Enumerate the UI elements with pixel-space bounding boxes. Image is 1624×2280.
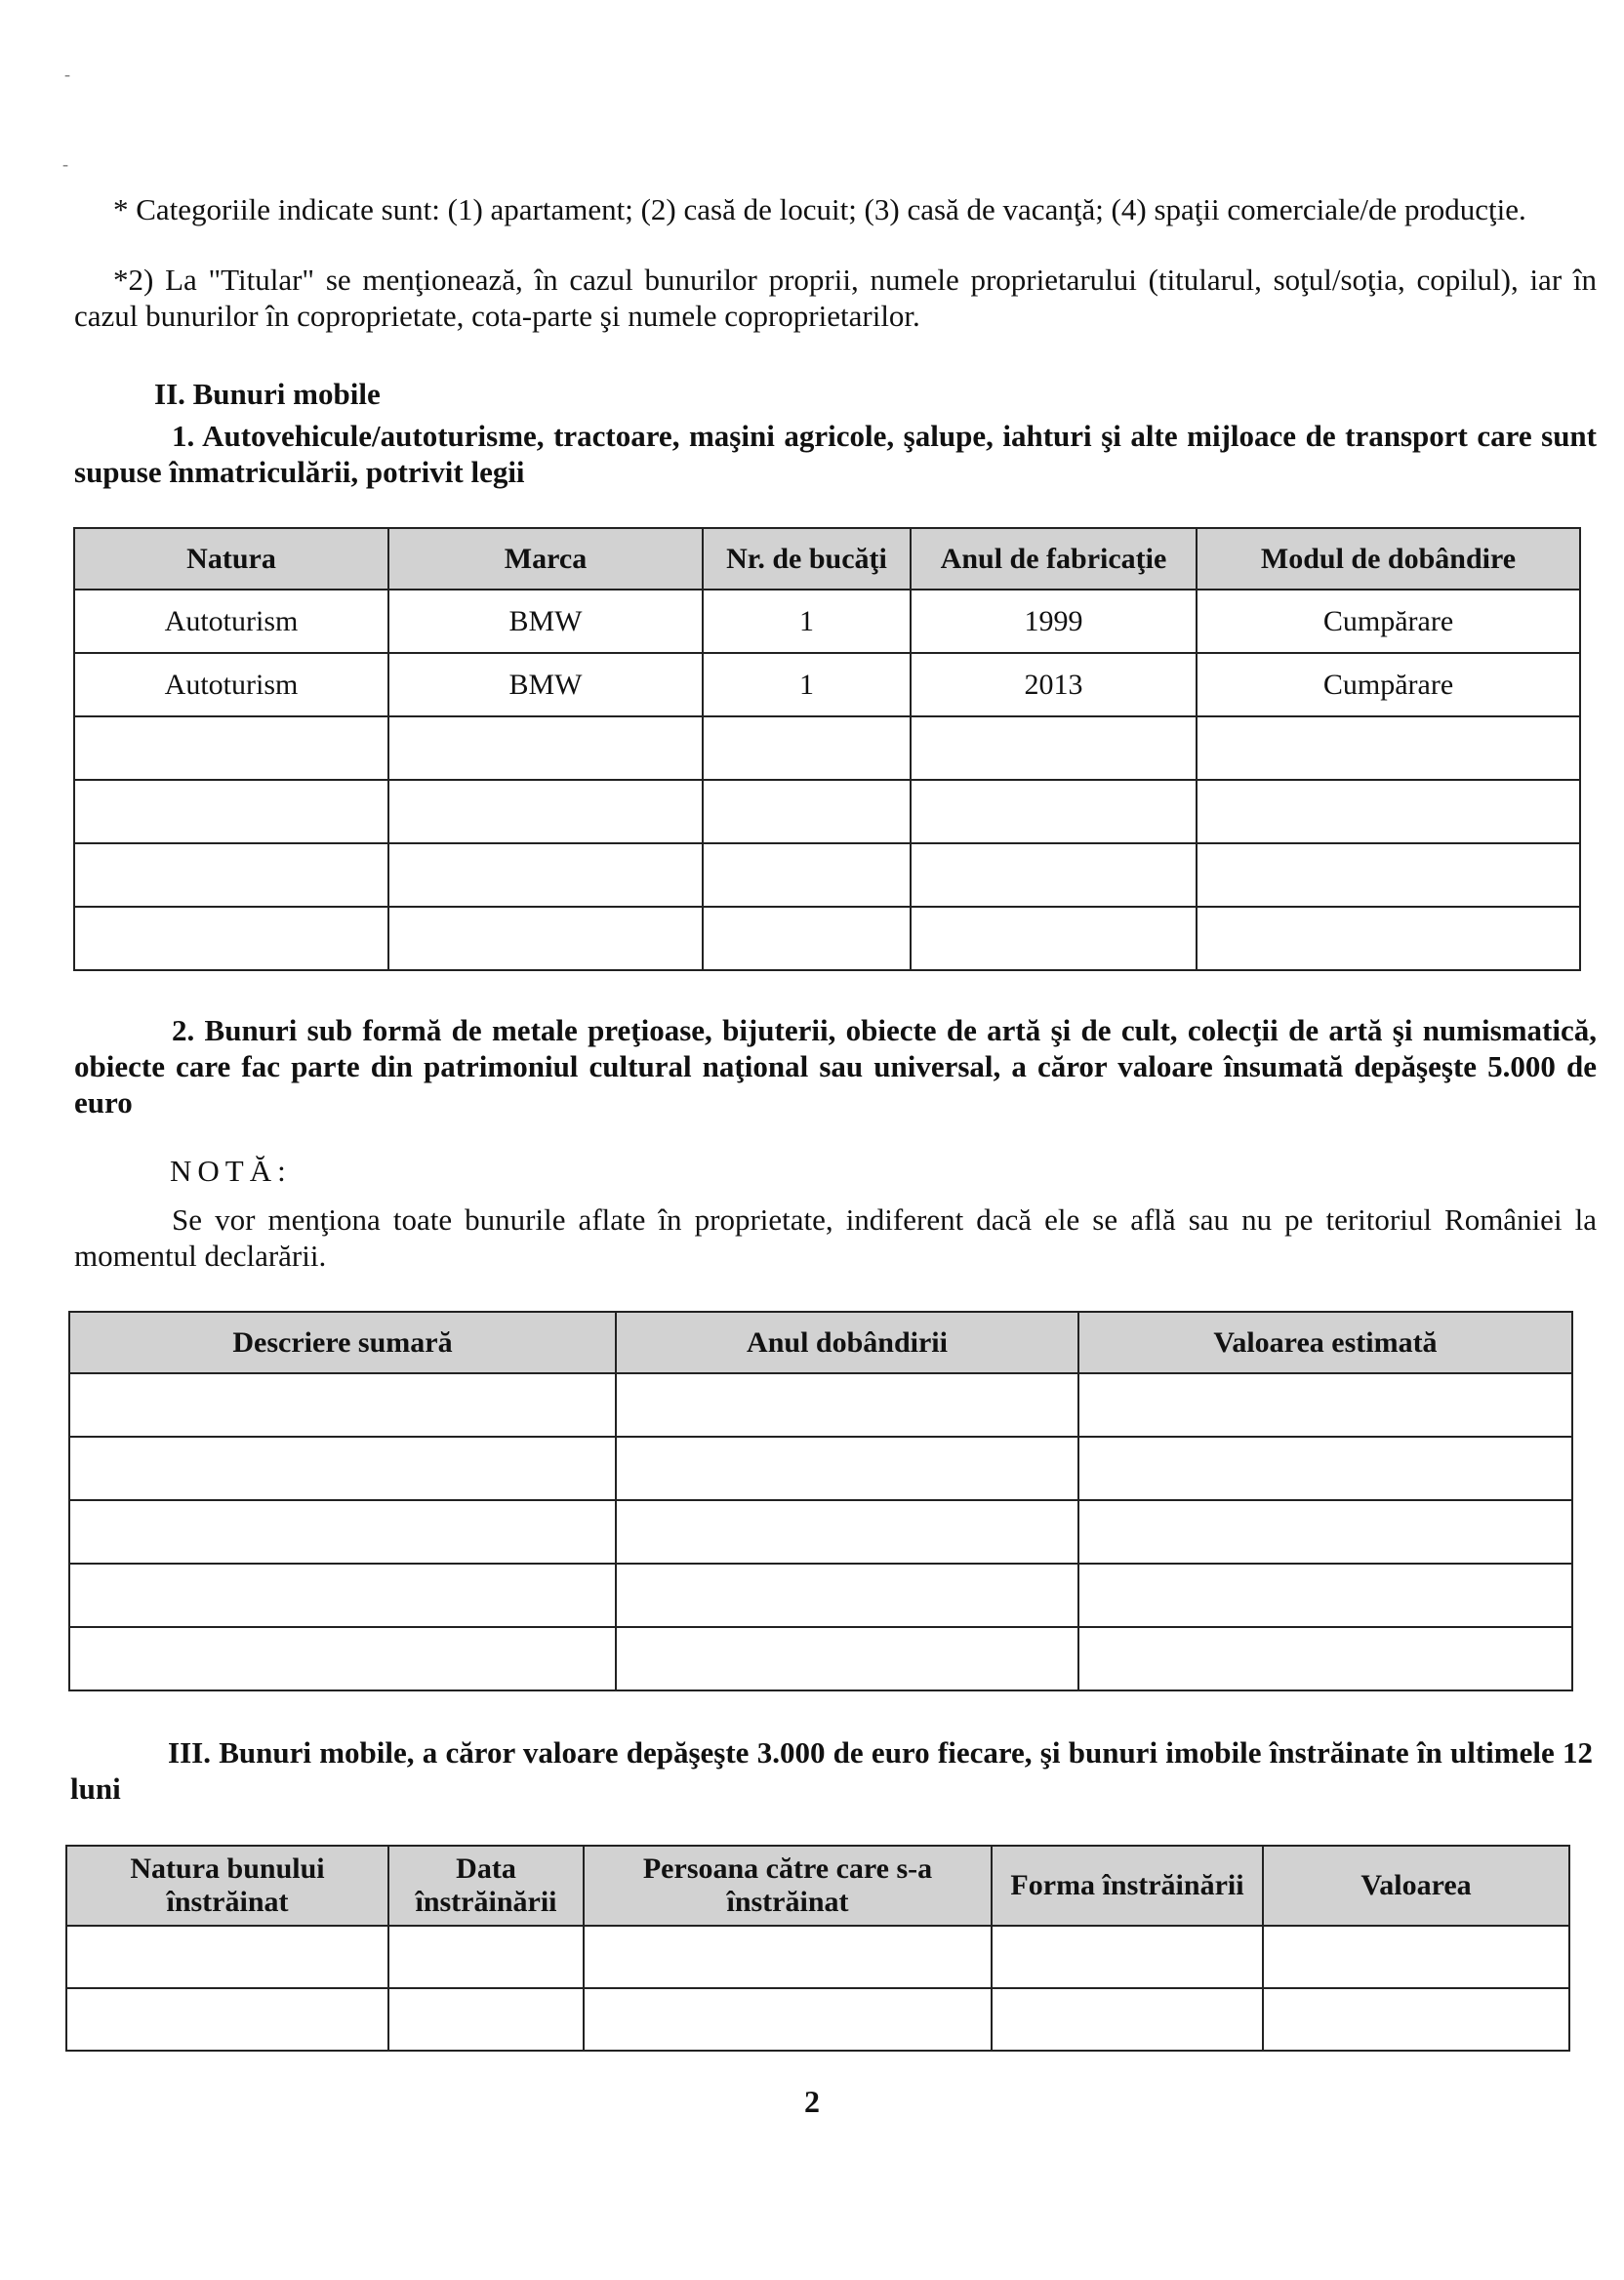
vehicles-header-marca: Marca [388,528,703,590]
table-row [66,1926,1569,1988]
table-cell: 2013 [911,653,1197,716]
table-cell [69,1564,616,1627]
table-cell [616,1500,1078,1564]
table-cell [992,1926,1263,1988]
table-cell [703,907,911,970]
table-cell: BMW [388,590,703,653]
table-cell [74,716,388,780]
table-cell [1078,1437,1572,1500]
stray-mark-second: - [62,154,68,174]
table-cell [1263,1926,1569,1988]
table-cell: 1 [703,590,911,653]
table-cell [616,1373,1078,1437]
table-cell [66,1926,388,1988]
table-cell [911,843,1197,907]
page-number: 2 [804,2084,820,2119]
table-cell [616,1627,1078,1690]
table-cell [1197,780,1580,843]
footnote-categories: * Categoriile indicate sunt: (1) apartament; (2) casă de locuit; (3) casă de vacanţă; (4) spaţii comerciale/de producţie. [113,192,1526,226]
table-cell [703,716,911,780]
table-cell: BMW [388,653,703,716]
table-cell [1197,843,1580,907]
table-cell [69,1627,616,1690]
table-row [74,716,1580,780]
table-cell: Cumpărare [1197,590,1580,653]
table-cell [1197,716,1580,780]
table-cell [703,780,911,843]
table-cell [388,1926,584,1988]
alienated-header-person: Persoana către care s-a înstrăinat [584,1846,992,1926]
nota-title: NOTĂ: [170,1154,292,1188]
table-cell [74,843,388,907]
table-cell [703,843,911,907]
section-2-title: II. Bunuri mobile [154,377,381,411]
table-cell [1197,907,1580,970]
vehicles-header-acquisition: Modul de dobândire [1197,528,1580,590]
vehicles-header-natura: Natura [74,528,388,590]
footnote-titular: *2) La "Titular" se menţionează, în cazul bunurilor proprii, numele proprietarului (titularul, soţul/soţia, copilul), iar în cazul bunurilor în coproprietate, cota-parte şi numele coproprietarilor. [74,263,1597,333]
table-cell [584,1988,992,2051]
table-cell: Autoturism [74,653,388,716]
table-cell [74,907,388,970]
table-row [74,780,1580,843]
table-cell [69,1437,616,1500]
table-cell [388,780,703,843]
table-cell: 1999 [911,590,1197,653]
vehicles-header-year: Anul de fabricaţie [911,528,1197,590]
subsection-2-title: 2. Bunuri sub formă de metale preţioase, bijuterii, obiecte de artă şi de cult, colecţii de artă şi numismatică, obiecte care fac parte din patrimoniul cultural naţional sau universal, a căror valoare însumată depăşeşte 5.000 de euro [74,1013,1597,1120]
valuables-header-description: Descriere sumară [69,1312,616,1373]
table-cell [69,1373,616,1437]
alienated-table [65,1845,1570,2052]
table-row [69,1627,1572,1690]
valuables-header-year: Anul dobândirii [616,1312,1078,1373]
table-row [74,907,1580,970]
table-cell [74,780,388,843]
table-row [74,843,1580,907]
table-cell [911,716,1197,780]
table-row [69,1564,1572,1627]
alienated-header-value: Valoarea [1263,1846,1569,1926]
table-cell [388,907,703,970]
table-cell [388,843,703,907]
alienated-header-nature: Natura bunului înstrăinat [66,1846,388,1926]
table-cell [388,716,703,780]
table-cell: Autoturism [74,590,388,653]
subsection-1-title: 1. Autovehicule/autoturisme, tractoare, maşini agricole, şalupe, iahturi şi alte mijloace de transport care sunt supuse înmatriculării, potrivit legii [74,419,1597,489]
alienated-header-date: Data înstrăinării [388,1846,584,1926]
table-cell [616,1437,1078,1500]
table-cell [1078,1627,1572,1690]
table-cell [388,1988,584,2051]
nota-text: Se vor menţiona toate bunurile aflate în proprietate, indiferent dacă ele se află sau nu pe teritoriul României la momentul declarării. [74,1202,1597,1273]
table-cell [616,1564,1078,1627]
vehicles-table [73,527,1581,971]
table-cell [584,1926,992,1988]
table-cell [1263,1988,1569,2051]
alienated-header-form: Forma înstrăinării [992,1846,1263,1926]
stray-mark-top: - [64,64,70,84]
valuables-header-value: Valoarea estimată [1078,1312,1572,1373]
section-3-title: III. Bunuri mobile, a căror valoare depăşeşte 3.000 de euro fiecare, şi bunuri imobile înstrăinate în ultimele 12 luni [70,1735,1593,1806]
table-cell [1078,1500,1572,1564]
valuables-table [68,1311,1573,1691]
table-cell: 1 [703,653,911,716]
table-cell [992,1988,1263,2051]
table-row [69,1500,1572,1564]
table-cell: Cumpărare [1197,653,1580,716]
table-row [69,1373,1572,1437]
table-row [74,590,1580,653]
table-cell [1078,1564,1572,1627]
table-cell [911,907,1197,970]
table-cell [66,1988,388,2051]
vehicles-header-count: Nr. de bucăţi [703,528,911,590]
table-row [66,1988,1569,2051]
table-cell [69,1500,616,1564]
table-cell [911,780,1197,843]
table-cell [1078,1373,1572,1437]
table-row [69,1437,1572,1500]
table-row [74,653,1580,716]
